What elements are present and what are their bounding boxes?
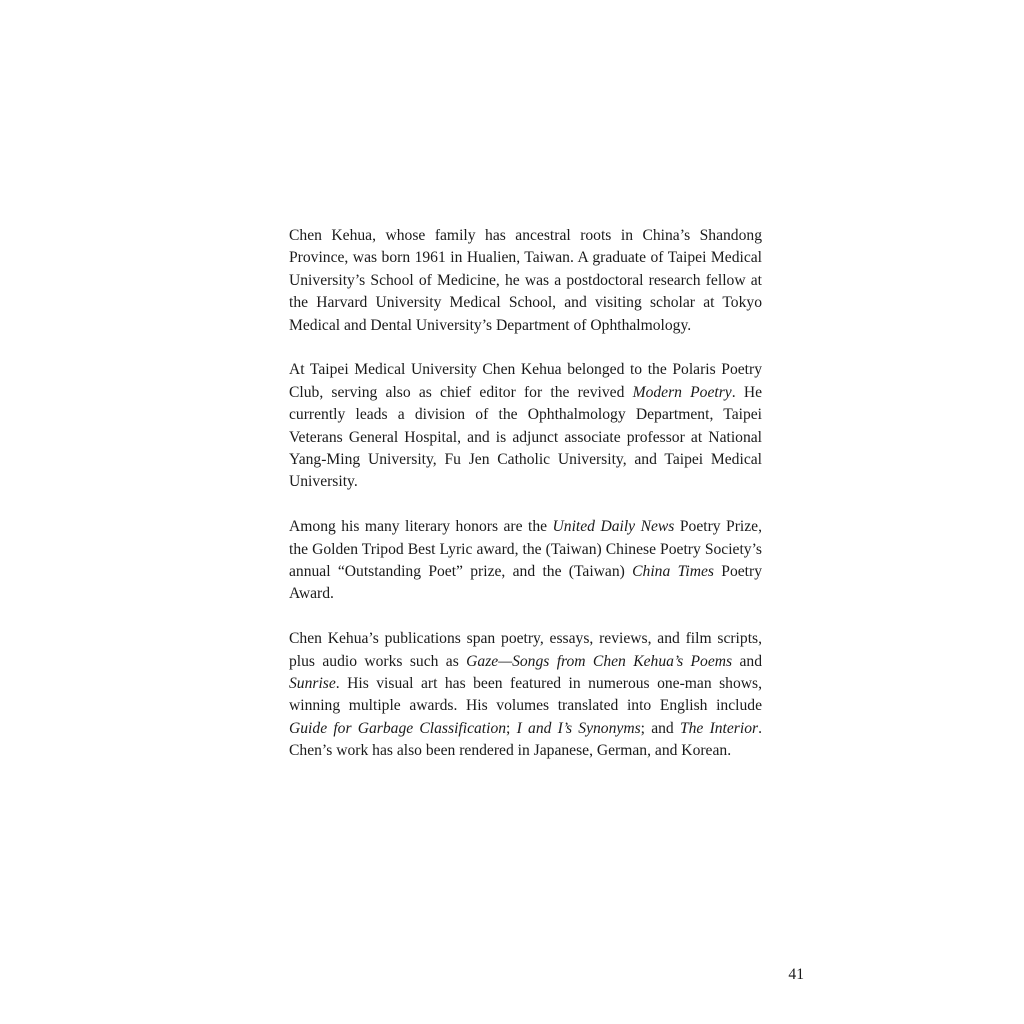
paragraph-2-text-b: . He currently leads a division of the Ophthalmology Department, Taipei Veterans General Hospital, and is adjunct associate professor at National Yang-Ming University, Fu Jen Catholic University, and Taipei Medical University. bbox=[289, 383, 762, 491]
paragraph-4-text-c: . His visual art has been featured in numerous one-man shows, winning multiple awards. His volumes translated into English include bbox=[289, 675, 762, 715]
paragraph-4-text-e: ; and bbox=[640, 719, 680, 737]
title-sunrise: Sunrise bbox=[289, 675, 336, 693]
title-guide-for-garbage-classification: Guide for Garbage Classification bbox=[289, 719, 507, 737]
biography-text bbox=[289, 225, 762, 763]
paragraph-4-text-a: Chen Kehua’s publications span poetry, essays, reviews, and film scripts, plus audio works such as bbox=[289, 630, 762, 670]
title-china-times: China Times bbox=[632, 563, 714, 581]
title-gaze: Gaze—Songs from Chen Kehua’s Poems bbox=[466, 652, 733, 670]
paragraph-3-text-c: Poetry Award. bbox=[289, 563, 762, 603]
paragraph-4-text-f: . Chen’s work has also been rendered in Japanese, German, and Korean. bbox=[289, 719, 762, 760]
title-united-daily-news: United Daily News bbox=[552, 518, 675, 536]
paragraph-1-text: Chen Kehua, whose family has ancestral roots in China’s Shandong Province, was born 1961 in Hualien, Taiwan. A graduate of Taipei Medical University’s School of Medicine, he was a postdoctoral research fellow at the Harvard University Medical School, and visiting scholar at Tokyo Medical and Dental University’s Department of Ophthalmology. bbox=[289, 227, 762, 334]
paragraph-3-text-a: Among his many literary honors are the bbox=[289, 518, 553, 536]
paragraph-4-text-b: and bbox=[732, 652, 762, 670]
paragraph-career bbox=[289, 359, 762, 493]
paragraph-background bbox=[289, 225, 762, 337]
paragraph-2-text-a: At Taipei Medical University Chen Kehua belonged to the Polaris Poetry Club, serving also as chief editor for the revived bbox=[289, 361, 762, 401]
paragraph-3-text-b: Poetry Prize, the Golden Tripod Best Lyric award, the (Taiwan) Chinese Poetry Society’s annual “Outstanding Poet” prize, and the (Taiwan) bbox=[289, 518, 762, 581]
page-number: 41 bbox=[788, 966, 804, 983]
paragraph-4-text-d: ; bbox=[506, 719, 517, 737]
title-the-interior: The Interior bbox=[679, 719, 759, 737]
paragraph-honors bbox=[289, 516, 762, 606]
paragraph-publications bbox=[289, 628, 762, 762]
title-i-and-is-synonyms: I and I’s Synonyms bbox=[516, 719, 641, 737]
title-modern-poetry: Modern Poetry bbox=[632, 383, 732, 401]
